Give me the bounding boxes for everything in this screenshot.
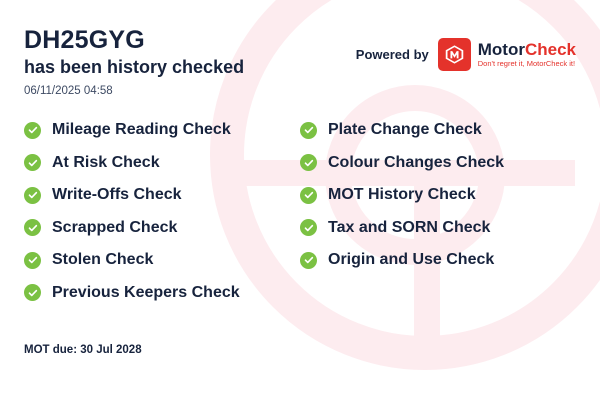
check-item [300,121,576,139]
brand-name [478,41,576,59]
check-circle-icon [300,219,317,236]
card-header [24,26,576,97]
check-circle-icon [300,252,317,269]
check-circle-icon [24,284,41,301]
check-circle-icon [24,252,41,269]
brand-block [356,38,576,71]
check-item [24,186,300,204]
check-label: Stolen Check [52,251,154,269]
check-circle-icon [24,219,41,236]
check-item [300,186,576,204]
checks-column-left [24,121,300,316]
check-item [24,251,300,269]
check-label: Mileage Reading Check [52,121,231,139]
check-item [24,219,300,237]
headline-text: has been history checked [24,56,245,77]
brand-wordmark [478,41,576,69]
check-label: Origin and Use Check [328,251,495,269]
check-label: Plate Change Check [328,121,482,139]
check-item [300,219,576,237]
check-label: Write-Offs Check [52,186,182,204]
check-item [24,121,300,139]
check-label: Scrapped Check [52,218,178,236]
powered-by-label: Powered by [355,47,429,62]
check-circle-icon [300,154,317,171]
check-item [24,154,300,172]
brand-tagline: Don't regret it, MotorCheck it! [477,59,576,69]
check-item [24,284,300,302]
mot-due-label: MOT due: 30 Jul 2028 [24,344,142,356]
check-label: At Risk Check [52,153,160,171]
brand-name-primary: Motor [477,39,525,59]
check-item [300,154,576,172]
check-circle-icon [300,122,317,139]
check-label: MOT History Check [328,186,476,204]
check-circle-icon [24,187,41,204]
brand-name-accent: Check [524,39,576,59]
check-circle-icon [24,122,41,139]
check-label: Colour Changes Check [328,153,505,171]
motorcheck-logo-icon [438,38,471,71]
check-label: Tax and SORN Check [328,218,491,236]
check-item [300,251,576,269]
checks-column-right [300,121,576,316]
registration-block [24,26,244,97]
registration-plate: DH25GYG [24,26,145,54]
check-circle-icon [24,154,41,171]
check-circle-icon [300,187,317,204]
check-label: Previous Keepers Check [52,283,240,301]
checks-section [24,121,576,316]
check-timestamp: 06/11/2025 04:58 [24,85,113,98]
